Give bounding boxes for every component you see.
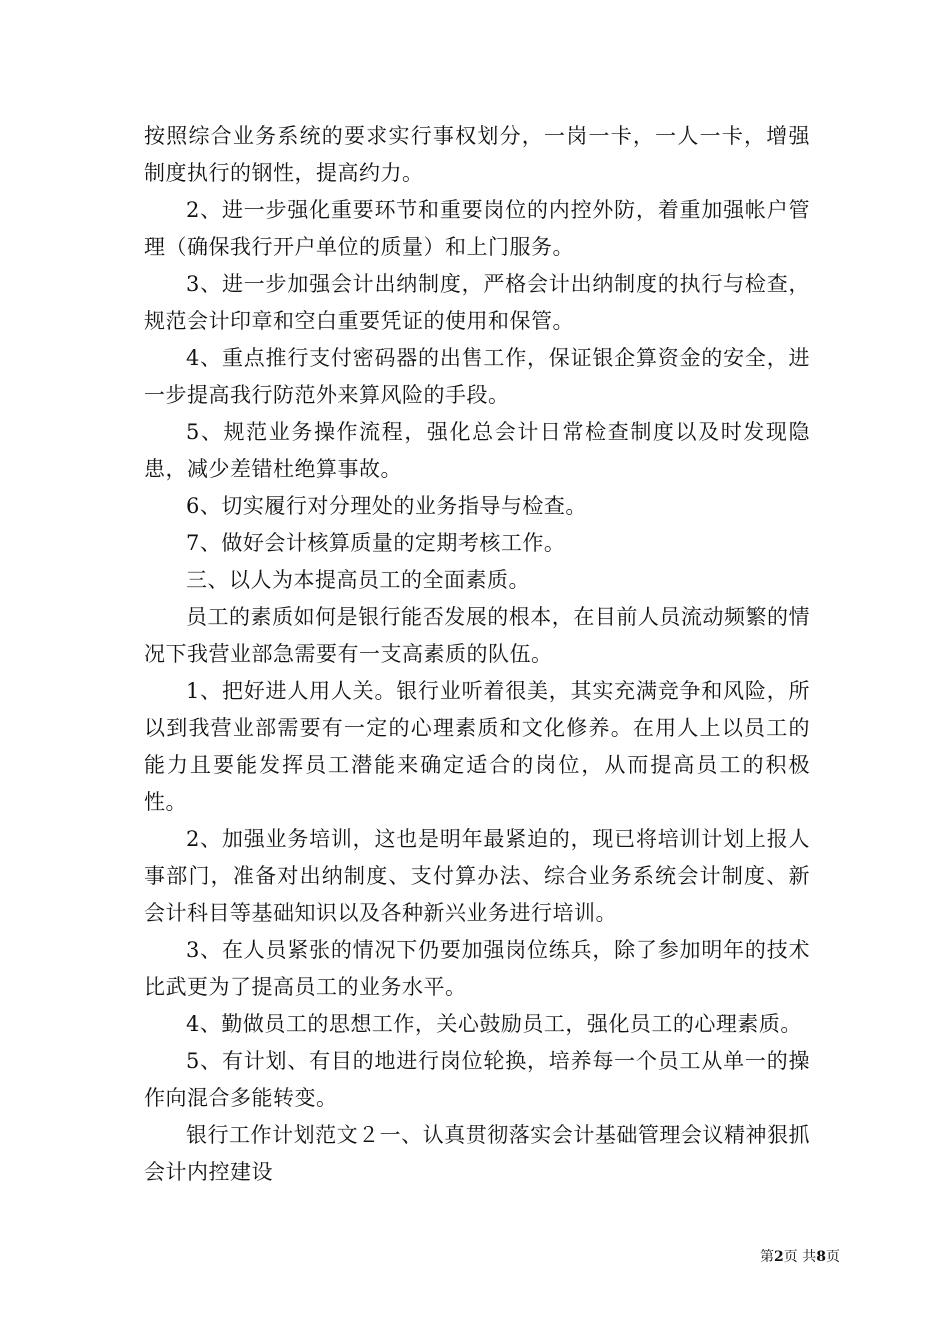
paragraph-9: 员工的素质如何是银行能否发展的根本，在目前人员流动频繁的情况下我营业部急需要有一支高素质的队伍。 [144,605,810,666]
section-heading: 三、以人为本提高员工的全面素质。 [186,568,530,592]
paragraph-2: 2、进一步强化重要环节和重要岗位的内控外防，着重加强帐户管理（确保我行开户单位的质量）和上门服务。 [144,198,810,259]
total-page-count: 8 [816,1249,826,1265]
paragraph-5: 5、规范业务操作流程，强化总会计日常检查制度以及时发现隐患，减少差错杜绝算事故。 [144,420,810,481]
page-number-footer [700,1248,840,1266]
paragraph-4: 4、重点推行支付密码器的出售工作，保证银企算资金的安全，进一步提高我行防范外来算风险的手段。 [144,346,810,407]
paragraph-3: 3、进一步加强会计出纳制度，严格会计出纳制度的执行与检查，规范会计印章和空白重要凭证的使用和保管。 [144,272,810,333]
paragraph-1: 按照综合业务系统的要求实行事权划分，一岗一卡，一人一卡，增强制度执行的钢性，提高约力。 [144,124,810,185]
paragraph-6: 6、切实履行对分理处的业务指导与检查。 [186,494,587,518]
paragraph-7: 7、做好会计核算质量的定期考核工作。 [186,531,566,555]
document-body [144,118,810,1191]
paragraph-10: 1、把好进人用人关。银行业听着很美，其实充满竞争和风险，所以到我营业部需要有一定的心理素质和文化修养。在用人上以员工的能力且要能发挥员工潜能来确定适合的岗位，从而提高员工的积极性。 [144,679,810,814]
paragraph-11: 2、加强业务培训，这也是明年最紧迫的，现已将培训计划上报人事部门，准备对出纳制度、支付算办法、综合业务系统会计制度、新会计科目等基础知识以及各种新兴业务进行培训。 [144,827,810,925]
footer-middle: 页 共 [783,1249,817,1265]
current-page-number: 2 [774,1249,784,1265]
paragraph-15: 银行工作计划范文２一、认真贯彻落实会计基础管理会议精神狠抓会计内控建设 [144,1123,810,1184]
paragraph-12: 3、在人员紧张的情况下仍要加强岗位练兵，除了参加明年的技术比武更为了提高员工的业务水平。 [144,938,810,999]
footer-suffix: 页 [826,1249,840,1265]
paragraph-14: 5、有计划、有目的地进行岗位轮换，培养每一个员工从单一的操作向混合多能转变。 [144,1049,810,1110]
paragraph-13: 4、勤做员工的思想工作，关心鼓励员工，强化员工的心理素质。 [186,1012,802,1036]
footer-prefix: 第 [760,1249,775,1265]
